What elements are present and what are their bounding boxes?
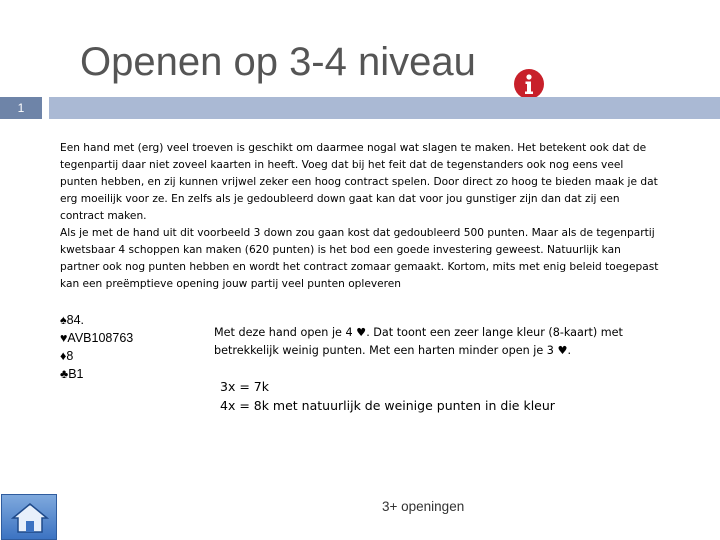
slide-header-bar	[0, 97, 720, 119]
hand-spades: ♠84.	[60, 313, 85, 327]
hand-hearts: ♥AVB108763	[60, 331, 134, 345]
body-text	[60, 140, 660, 293]
calc-line: 4x = 8k met natuurlijk de weinige punten in die kleur	[220, 398, 555, 413]
body-paragraph: Als je met de hand uit dit voorbeeld 3 down zou gaan kost dat gedoubleerd 500 punten. Maar als de tegenpartij kwetsbaar 4 schoppen kan maken (620 punten) is het bod een goede investering geweest. Natuurlijk kan partner ook nog punten hebben en wordt het contract zomaar gemaakt. Kortom, mits met enig beleid toegepast kan een preëmptieve opening jouw partij veel punten opleveren	[60, 227, 659, 290]
home-icon	[11, 501, 49, 535]
slide-bar	[49, 97, 720, 119]
calc-line: 3x = 7k	[220, 379, 269, 394]
slide-number: 1	[0, 97, 42, 119]
body-paragraph: Een hand met (erg) veel troeven is geschikt om daarmee nogal wat slagen te maken. Het betekent ook dat de tegenpartij daar niet zoveel kaarten in heeft. Voeg dat bij het feit dat de tegenstanders ook nog eens veel punten hebben, en zij kunnen vrijwel zeker een hoog contract spelen. Door direct zo hoog te bieden maak je dat erg moeilijk voor ze. En zelfs als je gedoubleerd down gaat kan dat voor jou gunstiger zijn dan dat zij een contract maken.	[60, 142, 658, 222]
card-hand	[60, 311, 133, 383]
page-title: Openen op 3-4 niveau	[80, 40, 476, 84]
next-slide-link[interactable]: 3+ openingen	[382, 499, 465, 514]
info-icon[interactable]	[513, 68, 545, 100]
trick-calculation	[220, 377, 555, 415]
hand-diamonds: ♦8	[60, 349, 74, 363]
bidding-advice: Met deze hand open je 4 ♥. Dat toont een zeer lange kleur (8-kaart) met betrekkelijk weinig punten. Met een harten minder open je 3 ♥.	[214, 326, 623, 357]
hand-clubs: ♣B1	[60, 367, 84, 381]
home-button[interactable]	[1, 494, 57, 540]
